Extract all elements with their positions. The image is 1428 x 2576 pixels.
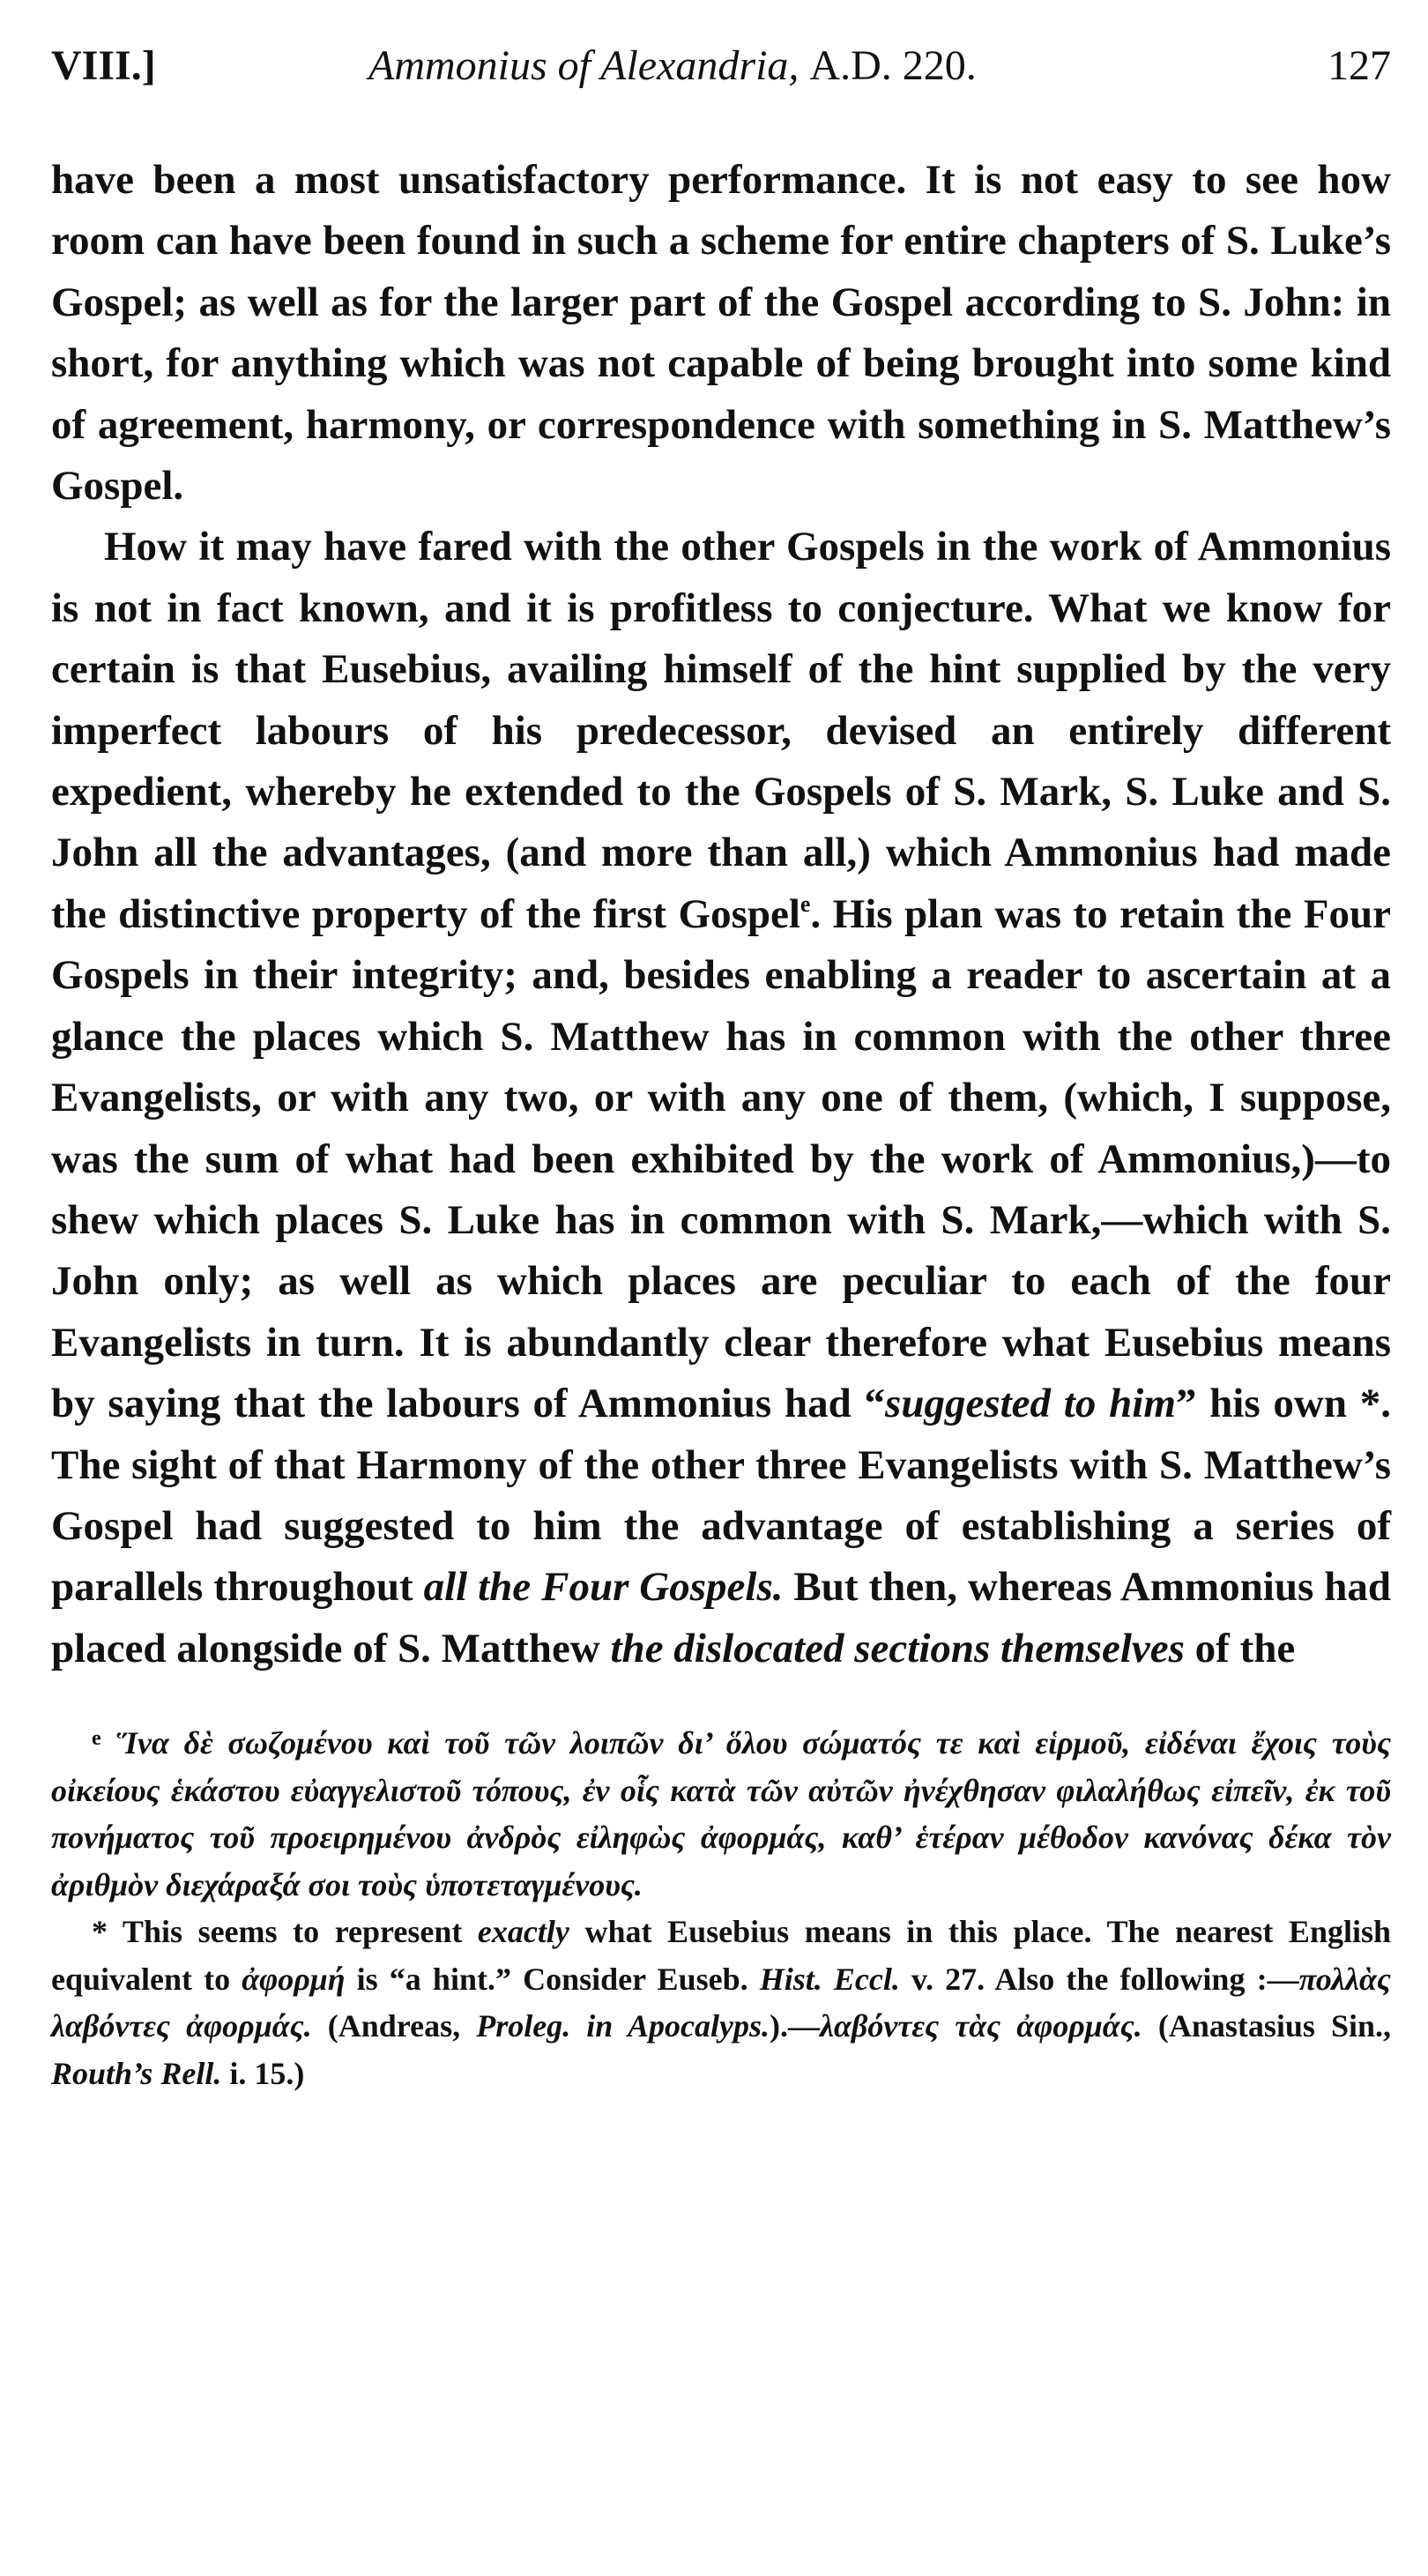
footnote-ref-star: * <box>1346 1381 1381 1427</box>
footnote-star-italic-routh: Routh’s Rell. <box>51 2055 222 2091</box>
paragraph-2-text-e: But then, whereas Ammonius had placed alongside of S. Matthew <box>51 1564 1391 1671</box>
footnote-star-greek-1: ἀφορμή <box>242 1961 346 1997</box>
italic-all-four-gospels: all the Four Gospels. <box>423 1564 784 1611</box>
footnotes <box>51 1720 1391 2097</box>
footnote-e-greek: Ἵνα δὲ σωζομένου καὶ τοῦ τῶν λοιπῶν δι’ ὅλου σώματός τε καὶ εἱρμοῦ, εἰδέναι ἔχοις τοὺς οἰκείους ἑκάστου εὐαγγελιστοῦ τόπους, ἐν οἷς κατὰ τῶν αὐτῶν ἠνέχθησαν φιλαλήθως εἰπεῖν, ἐκ τοῦ πονήματος τοῦ προειρημένου ἀνδρὸς εἰληφὼς ἀφορμάς, καθ’ ἑτέραν μέθοδον κανόνας δέκα τὸν ἀριθμὸν διεχάραξά σοι τοὺς ὑποτεταγμένους. <box>51 1725 1391 1902</box>
footnote-star-text-a: This seems to represent <box>108 1914 478 1950</box>
footnote-star-text-h: i. 15.) <box>221 2055 305 2091</box>
paragraph-2-text-c: ” his own <box>1175 1381 1347 1427</box>
footnote-star-text-c: is “a hint.” Consider Euseb. <box>345 1961 760 1997</box>
body-text <box>51 150 1391 1679</box>
footnote-ref-e: e <box>800 890 811 917</box>
paragraph-2 <box>51 517 1391 1679</box>
chapter-marker: VIII.] <box>51 42 156 89</box>
paragraph-1: have been a most unsatisfactory performance. It is not easy to see how room can have been found in such a scheme for entire chapters of S. Luke’s Gospel; as well as for the larger part of the Gospel according to S. John: in short, for anything which was not capable of being brought into some kind of agreement, harmony, or correspondence with something in S. Matthew’s Gospel. <box>51 157 1391 510</box>
footnote-e-marker: e <box>92 1727 101 1751</box>
paragraph-2-text-f: of the <box>1184 1625 1296 1671</box>
book-page <box>51 35 1391 2097</box>
footnote-star-greek-3: λαβόντες τὰς ἀφορμάς. <box>820 2008 1142 2044</box>
footnote-star-text-b: what Eusebius means in this place. The nearest English equivalent to <box>51 1914 1392 1997</box>
footnote-star-italic-hist: Hist. Eccl. <box>759 1961 900 1997</box>
running-head <box>51 35 1391 97</box>
footnote-star-marker: * <box>92 1914 108 1950</box>
paragraph-2-text-a: How it may have fared with the other Gospels in the work of Ammonius is not in fact known, and it is profitless to conjecture. What we know for certain is that Eusebius, availing himself of the hint supplied by the very imperfect labours of his predecessor, devised an entirely different expedient, whereby he extended to the Gospels of S. Mark, S. Luke and S. John all the advantages, (and more than all,) which Ammonius had made the distinctive property of the first Gospel <box>51 524 1391 937</box>
italic-dislocated-sections: the dislocated sections themselves <box>610 1625 1185 1671</box>
running-title <box>368 35 977 97</box>
paragraph-2-text-d: . The sight of that Harmony of the other three Evangelists with S. Matthew’s Gospel had suggested to him the advantage of establishing a series of parallels throughout <box>51 1381 1391 1611</box>
page-number: 127 <box>1328 42 1391 89</box>
footnote-star-greek-2: πολλὰς λαβόντες ἀφορμάς. <box>51 1961 1391 2044</box>
running-title-text: Ammonius of Alexandria, <box>368 42 800 89</box>
footnote-star-text-e: (Andreas, <box>311 2008 477 2044</box>
footnote-star-text-g: (Anastasius Sin., <box>1142 2008 1391 2044</box>
running-date: A.D. 220. <box>809 42 977 89</box>
paragraph-2-text-b: . His plan was to retain the Four Gospels in their integrity; and, besides enabling a reader to ascertain at a glance the places which S. Matthew has in common with the other three Evangelists, or with any two, or with any one of them, (which, I suppose, was the sum of what had been exhibited by the work of Ammonius,)—to shew which places S. Luke has in common with S. Mark,—which with S. John only; as well as which places are peculiar to each of the four Evangelists in turn. It is abundantly clear therefore what Eusebius means by saying that the labours of Ammonius had “ <box>51 890 1391 1427</box>
footnote-star-text-d: v. 27. Also the following :— <box>899 1961 1299 1997</box>
footnote-star-text-f: ).— <box>770 2008 821 2044</box>
footnote-star <box>51 1909 1391 2097</box>
footnote-star-italic-proleg: Proleg. in Apocalyps. <box>476 2008 770 2044</box>
italic-suggested: suggested to him <box>885 1381 1176 1427</box>
footnote-e <box>51 1720 1391 1909</box>
footnote-star-italic-exactly: exactly <box>477 1914 569 1950</box>
